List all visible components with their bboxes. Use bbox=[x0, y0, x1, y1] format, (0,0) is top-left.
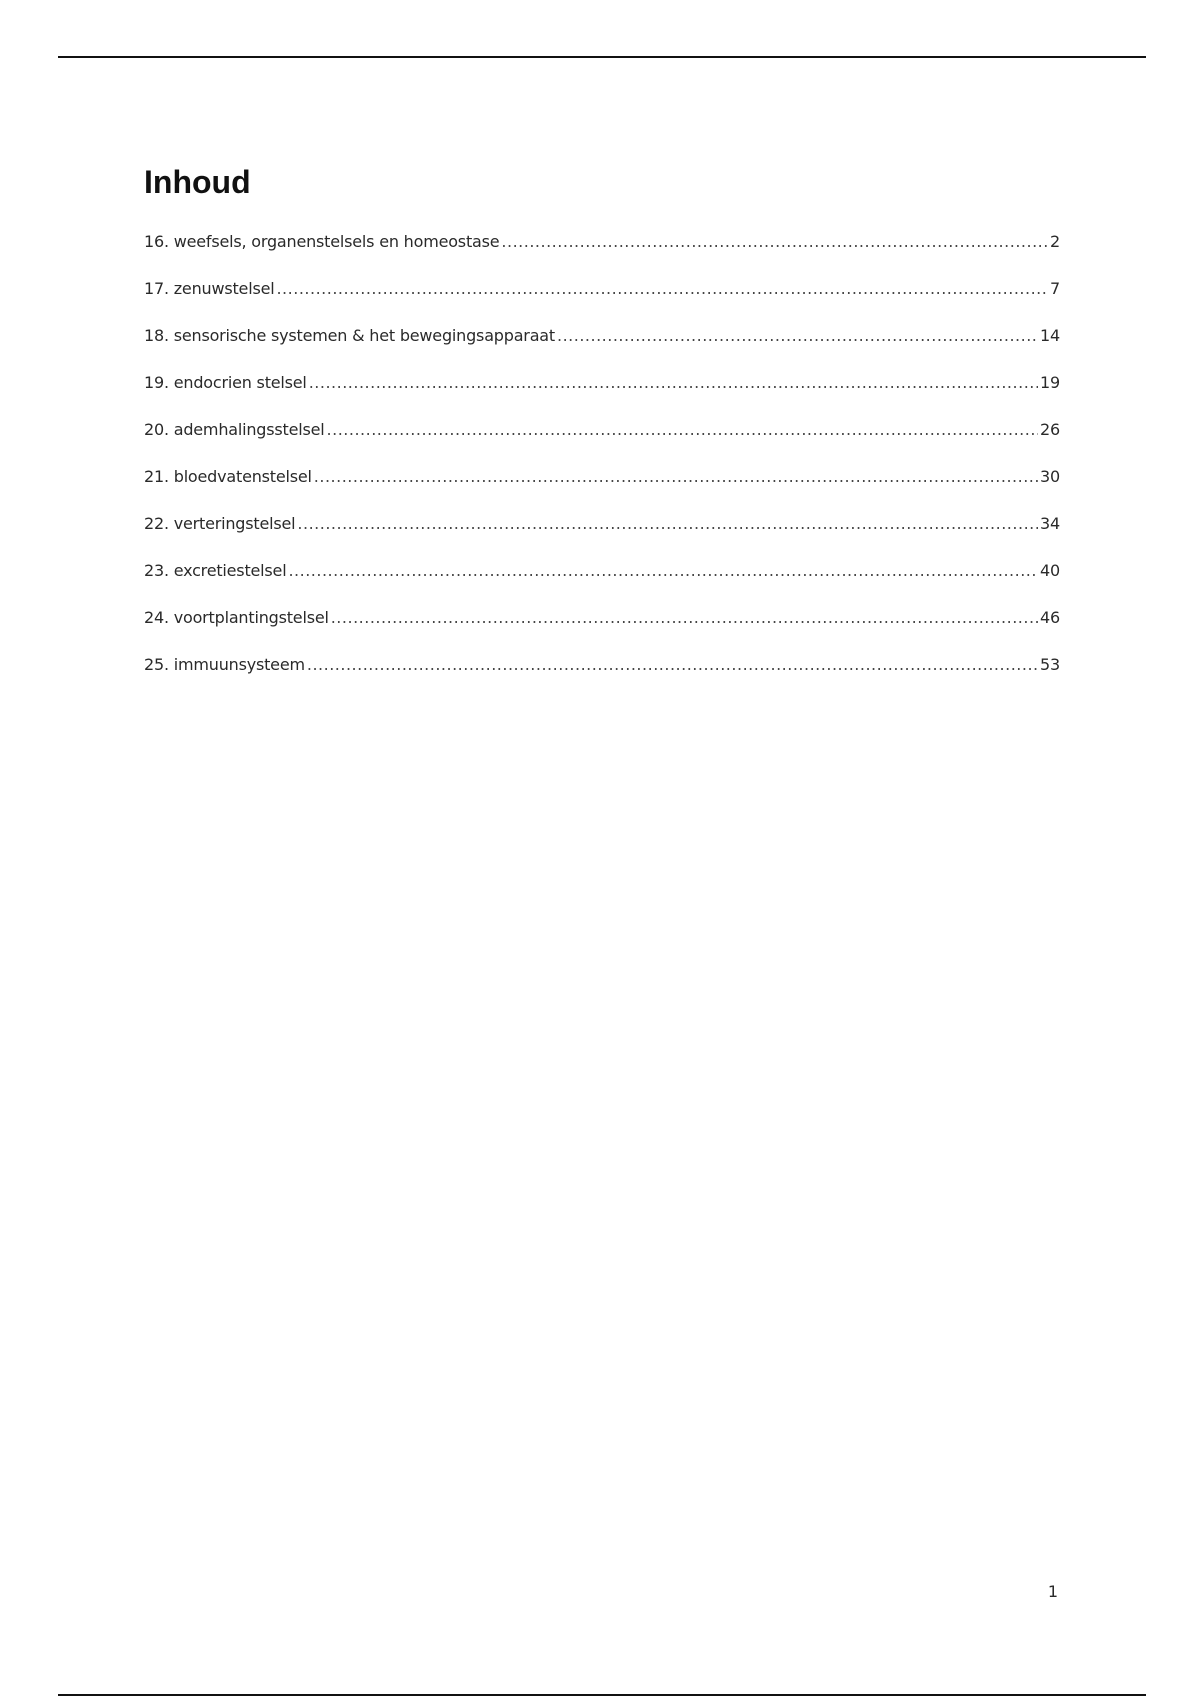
toc-entry-label: 17. zenuwstelsel bbox=[144, 279, 275, 298]
toc-entry-page: 19 bbox=[1040, 373, 1060, 392]
toc-entry-18[interactable] bbox=[144, 326, 1060, 373]
toc-entry-page: 40 bbox=[1040, 561, 1060, 580]
toc-leader-dots bbox=[288, 561, 1038, 580]
toc-entry-label: 20. ademhalingsstelsel bbox=[144, 420, 325, 439]
toc-entry-label: 23. excretiestelsel bbox=[144, 561, 287, 580]
toc-entry-19[interactable] bbox=[144, 373, 1060, 420]
toc-leader-dots bbox=[307, 655, 1038, 674]
toc-entry-label: 18. sensorische systemen & het bewegingsapparaat bbox=[144, 326, 555, 345]
toc-leader-dots bbox=[557, 326, 1038, 345]
toc-entry-label: 24. voortplantingstelsel bbox=[144, 608, 329, 627]
toc-entry-label: 21. bloedvatenstelsel bbox=[144, 467, 312, 486]
toc-leader-dots bbox=[309, 373, 1038, 392]
toc-entry-22[interactable] bbox=[144, 514, 1060, 561]
toc-entry-page: 14 bbox=[1040, 326, 1060, 345]
header-rule bbox=[58, 56, 1146, 58]
toc-entry-page: 26 bbox=[1040, 420, 1060, 439]
toc-entry-23[interactable] bbox=[144, 561, 1060, 608]
toc-entry-20[interactable] bbox=[144, 420, 1060, 467]
toc-leader-dots bbox=[276, 279, 1048, 298]
toc-leader-dots bbox=[501, 232, 1048, 251]
toc-entry-page: 53 bbox=[1040, 655, 1060, 674]
toc-entry-label: 22. verteringstelsel bbox=[144, 514, 296, 533]
toc-leader-dots bbox=[314, 467, 1038, 486]
toc-entry-25[interactable] bbox=[144, 655, 1060, 702]
toc-leader-dots bbox=[327, 420, 1039, 439]
toc-entry-label: 19. endocrien stelsel bbox=[144, 373, 307, 392]
toc-entry-page: 7 bbox=[1050, 279, 1060, 298]
toc-heading: Inhoud bbox=[144, 164, 251, 200]
toc-entry-page: 34 bbox=[1040, 514, 1060, 533]
toc-entry-21[interactable] bbox=[144, 467, 1060, 514]
toc-entry-page: 30 bbox=[1040, 467, 1060, 486]
toc-leader-dots bbox=[297, 514, 1038, 533]
toc-leader-dots bbox=[331, 608, 1038, 627]
toc-entry-16[interactable] bbox=[144, 232, 1060, 279]
toc-entry-page: 46 bbox=[1040, 608, 1060, 627]
toc-entry-24[interactable] bbox=[144, 608, 1060, 655]
toc-entry-17[interactable] bbox=[144, 279, 1060, 326]
footer-rule bbox=[58, 1694, 1146, 1696]
toc-entry-page: 2 bbox=[1050, 232, 1060, 251]
table-of-contents bbox=[144, 232, 1060, 702]
toc-entry-label: 16. weefsels, organenstelsels en homeostase bbox=[144, 232, 500, 251]
toc-entry-label: 25. immuunsysteem bbox=[144, 655, 305, 674]
page-number: 1 bbox=[1047, 1582, 1058, 1601]
